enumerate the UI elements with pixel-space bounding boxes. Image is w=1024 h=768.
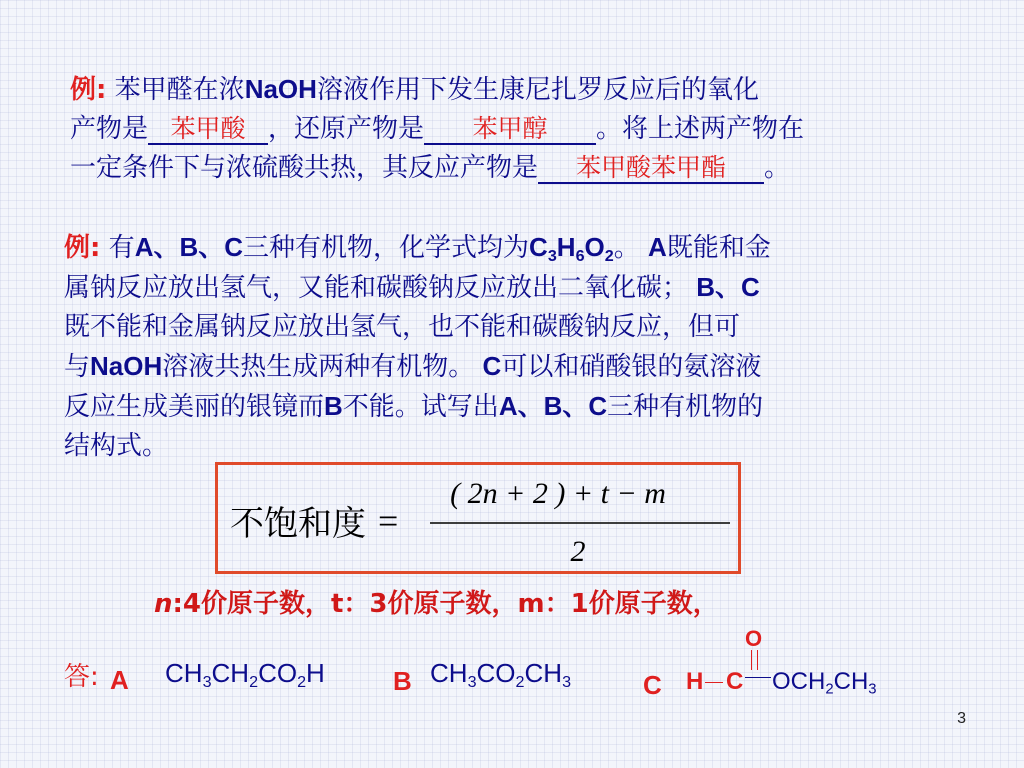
carbonyl-carbon: C [726,668,744,695]
example2-text: 。 [613,233,640,263]
example2-text: 不能。试写出 [342,392,499,422]
example2-text: 结构式。 [64,431,169,461]
example2-text: 溶液共热生成两种有机物。 [162,352,475,382]
example1-text: 一定条件下与浓硫酸共热，其反应产物是 [70,153,539,183]
formula-subscript: 3 [202,672,212,691]
answer-a-letter: A [110,665,129,695]
answer-b-formula [430,658,571,689]
formula-subscript: 3 [547,246,557,265]
example2-text: 既能和金 [666,233,771,263]
double-bond [751,650,758,670]
example1-text: 苯甲醛在浓 [114,75,245,105]
example2-text: 属钠反应放出氢气，又能和碳酸钠反应放出二氧化碳； [64,273,689,303]
formula-subscript: 3 [562,672,572,691]
formula-part: H [306,658,325,688]
formula-subscript: 6 [575,246,585,265]
legend-text: :4价原子数，t：3价原子数，m：1价原子数， [172,589,719,619]
formula-subscript: 2 [825,681,834,698]
answer-c-structure [684,626,914,706]
formula-part: O [584,232,605,262]
example2-text: 可以和硝酸银的氨溶液 [501,352,762,382]
example2-text: 有 [108,233,135,263]
formula-subscript: 2 [297,672,307,691]
example2-text: 与 [64,352,91,382]
formula-part: CH [165,658,203,688]
example2-text: NaOH [90,351,163,381]
single-bond-left [705,682,723,683]
example2-text: 既不能和金属钠反应放出氢气，也不能和碳酸钠反应，但可 [64,312,741,342]
legend-n: n [154,589,173,619]
answer-a-formula [165,658,325,689]
formula-part: CH [833,668,869,695]
formula-part: CO [258,658,298,688]
example2-text: B [324,391,343,421]
answer-label: 答: [64,662,99,692]
example2-text: A、B、C [498,391,608,421]
example2-text: 三种有机物，化学式均为 [243,233,530,263]
formula-legend [154,583,719,620]
example2-text: B、C [696,272,760,302]
answer-blank-ester-product: 苯甲酸苯甲酯 [538,154,764,184]
formula-part: C [529,232,548,262]
formula-lhs: 不饱和度 [230,504,366,544]
example2-text: 三种有机物的 [607,392,764,422]
unsaturation-formula [218,465,738,571]
formula-subscript: 2 [515,672,525,691]
molecular-formula [529,232,614,265]
answer-blank-oxidation-product: 苯甲酸 [148,115,268,145]
formula-part: OCH [772,668,826,695]
example2-text: C [482,351,502,381]
formula-part: H [556,232,576,262]
example1-text: ，还原产物是 [268,114,425,144]
answer-c-letter: C [643,670,662,700]
formula-subscript: 2 [249,672,259,691]
example1-naoh: NaOH [244,74,317,104]
carbonyl-oxygen: O [745,626,763,651]
example1-text: 。 [764,153,791,183]
page-number: 3 [957,710,966,727]
example2-paragraph [64,228,984,466]
formula-equals: = [378,501,399,541]
formula-denominator: 2 [570,535,586,568]
example2-text: A [648,232,667,262]
example1-label: 例: [70,75,107,105]
ethoxy-group [772,668,877,696]
formula-box [215,462,741,574]
formula-subscript: 2 [604,246,614,265]
formula-part: CH [524,658,563,688]
example1-text: 溶液作用下发生康尼扎罗反应后的氧化 [316,75,759,105]
example2-text: 反应生成美丽的银镜而 [64,392,325,422]
formula-numerator: ( 2n + 2 ) + t − m [450,477,666,510]
example1-text: 产物是 [70,114,149,144]
formula-subscript: 3 [467,672,477,691]
formula-subscript: 3 [868,681,877,698]
example2-label: 例: [64,233,101,263]
example1-paragraph [70,70,970,188]
formula-part: CO [476,658,516,688]
example1-text: 。将上述两产物在 [596,114,805,144]
answer-blank-reduction-product: 苯甲醇 [424,115,596,145]
formula-part: CH [430,658,468,688]
answer-b-letter: B [393,666,412,696]
single-bond-right [745,677,771,678]
example2-text: A、B、C [134,232,244,262]
formyl-hydrogen: H [686,668,704,695]
formula-part: CH [211,658,250,688]
